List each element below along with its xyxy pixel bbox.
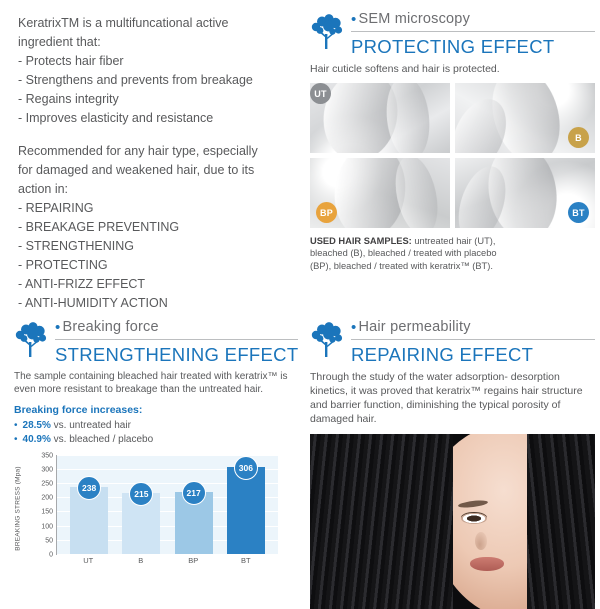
model-lips <box>470 557 504 571</box>
sem-badge-b: B <box>568 127 589 148</box>
sem-caption-line: untreated hair (UT), <box>411 236 496 246</box>
bar-b <box>122 489 160 554</box>
gridline <box>49 551 278 559</box>
chart-x-labels <box>56 556 278 565</box>
intro-line: - STRENGTHENING <box>18 239 134 253</box>
intro-line: - ANTI-HUMIDITY ACTION <box>18 296 168 310</box>
model-photo <box>310 434 595 609</box>
chart-bars <box>57 455 278 554</box>
strength-description-line: breakage than the untreated hair. <box>115 384 264 396</box>
intro-line: - PROTECTING <box>18 258 108 272</box>
sem-caption-line: bleached (B), bleached / treated with placebo <box>310 248 497 259</box>
y-tick-label: 150 <box>41 508 53 516</box>
breaking-stress-chart <box>14 452 278 573</box>
strength-description <box>14 370 297 397</box>
intro-line: Recommended for any hair type, especially <box>18 144 258 158</box>
model-eye <box>461 513 487 524</box>
strength-description-line: with keratrix™ is even more resistant to <box>14 371 288 396</box>
intro-line: ingredient that: <box>18 35 101 49</box>
strength-description-line: The sample containing bleached hair treated <box>14 371 212 382</box>
strength-kicker: • Breaking force <box>55 318 159 336</box>
sem-kicker: • SEM microscopy <box>351 10 471 28</box>
intro-line: - Regains integrity <box>18 92 119 106</box>
intro-line: - Strengthens and prevents from breakage <box>18 73 253 87</box>
strength-header-text <box>55 318 298 366</box>
permeability-description <box>310 370 595 426</box>
x-tick-label: UT <box>83 555 94 565</box>
breaking-force-heading: Breaking force increases: <box>14 403 143 416</box>
x-tick-label: B <box>138 555 144 565</box>
divider <box>351 339 595 340</box>
intro-line: action in: <box>18 182 69 196</box>
bullet-dot-icon: • <box>55 318 61 336</box>
intro-line: - Protects hair fiber <box>18 54 124 68</box>
sem-caption <box>310 235 595 272</box>
intro-line: - REPAIRING <box>18 201 94 215</box>
bar-value-bt: 306 <box>234 456 258 480</box>
y-tick-label: 50 <box>45 537 53 545</box>
sem-image-ut <box>310 83 450 153</box>
model-hair-right <box>527 434 595 609</box>
permeability-section <box>310 318 595 596</box>
sem-header-text <box>351 10 595 58</box>
sem-badge-bt: BT <box>568 202 589 223</box>
permeability-header-text <box>351 318 595 366</box>
strength-title: STRENGTHENING EFFECT <box>55 344 299 365</box>
bullet-rest: vs. bleached / placebo <box>50 433 154 445</box>
divider <box>351 31 595 32</box>
intro-text-block <box>18 14 293 314</box>
bullet-dot-icon: • <box>351 318 357 336</box>
sem-image-grid <box>310 83 595 228</box>
hair-fiber-shape <box>383 83 434 153</box>
intro-line: KeratrixTM is a multifuncational active <box>18 16 229 30</box>
bar-column-ut <box>70 455 108 554</box>
intro-line: - BREAKAGE PREVENTING <box>18 220 180 234</box>
sem-caption-label: USED HAIR SAMPLES: <box>310 236 412 246</box>
sem-image-bt <box>455 158 595 228</box>
x-tick-label: BT <box>240 555 251 565</box>
intro-paragraphs <box>18 14 293 313</box>
y-tick-label: 250 <box>41 480 53 488</box>
model-hair-left <box>310 434 453 609</box>
x-tick-label: BP <box>188 555 199 565</box>
sem-image-bp <box>310 158 450 228</box>
chart-plot-area <box>41 452 278 559</box>
sem-microscopy-section <box>310 10 595 315</box>
bar-value-bp: 217 <box>182 481 206 505</box>
y-tick-label: 100 <box>41 523 53 531</box>
permeability-description-line: desorption kinetics, it was proved that keratrix™ <box>310 371 560 397</box>
bullet-rest: vs. untreated hair <box>50 419 131 431</box>
intro-line: - ANTI-FRIZZ EFFECT <box>18 277 146 291</box>
permeability-description-line: regains hair structure and barrier function, <box>310 385 583 411</box>
list-item <box>14 419 297 433</box>
bar-ut <box>70 482 108 554</box>
bar-value-ut: 238 <box>77 476 101 500</box>
y-tick-label: 300 <box>41 466 53 474</box>
tree-logo-icon <box>14 320 48 360</box>
y-tick-label: 350 <box>41 452 53 460</box>
permeability-section-header <box>310 318 595 366</box>
sem-section-header <box>310 10 595 58</box>
intro-paragraph-1 <box>18 14 293 128</box>
permeability-kicker: • Hair permeability <box>351 318 471 336</box>
divider <box>55 339 298 340</box>
sem-caption-line: (BP), bleached / treated with keratrix™ (BT). <box>310 260 493 271</box>
sem-badge-ut: UT <box>310 83 331 104</box>
breaking-force-bullets <box>14 419 297 447</box>
sem-subtitle: Hair cuticle softens and hair is protected. <box>310 63 500 75</box>
sem-badge-bp: BP <box>316 202 337 223</box>
strength-section-header <box>14 318 297 366</box>
bullet-dot-icon: • <box>351 10 357 28</box>
y-tick-label: 0 <box>49 551 53 559</box>
list-item <box>14 433 297 447</box>
y-tick-label: 200 <box>41 494 53 502</box>
bullet-value: 28.5% <box>22 419 51 431</box>
bar-bp <box>175 488 213 553</box>
permeability-description-line: diminishing the typical porosity of damaged hair. <box>310 399 561 425</box>
sem-title: PROTECTING EFFECT <box>351 36 555 57</box>
tree-logo-icon <box>310 320 344 360</box>
intro-paragraph-2 <box>18 142 293 313</box>
bar-value-b: 215 <box>129 482 153 506</box>
intro-line: for damaged and weakened hair, due to its <box>18 163 255 177</box>
bar-column-bt <box>227 455 265 554</box>
bullet-value: 40.9% <box>22 433 51 445</box>
permeability-title: REPAIRING EFFECT <box>351 344 534 365</box>
bar-column-bp <box>175 455 213 554</box>
chart-y-axis-label: BREAKING STRESS (Mpa) <box>14 466 22 551</box>
bar-column-b <box>122 455 160 554</box>
bar-bt <box>227 463 265 554</box>
tree-logo-icon <box>310 12 344 52</box>
strengthening-section <box>14 318 297 596</box>
permeability-description-line: Through the study of the water adsorption- <box>310 371 508 383</box>
intro-line: - Improves elasticity and resistance <box>18 111 214 125</box>
sem-image-b <box>455 83 595 153</box>
